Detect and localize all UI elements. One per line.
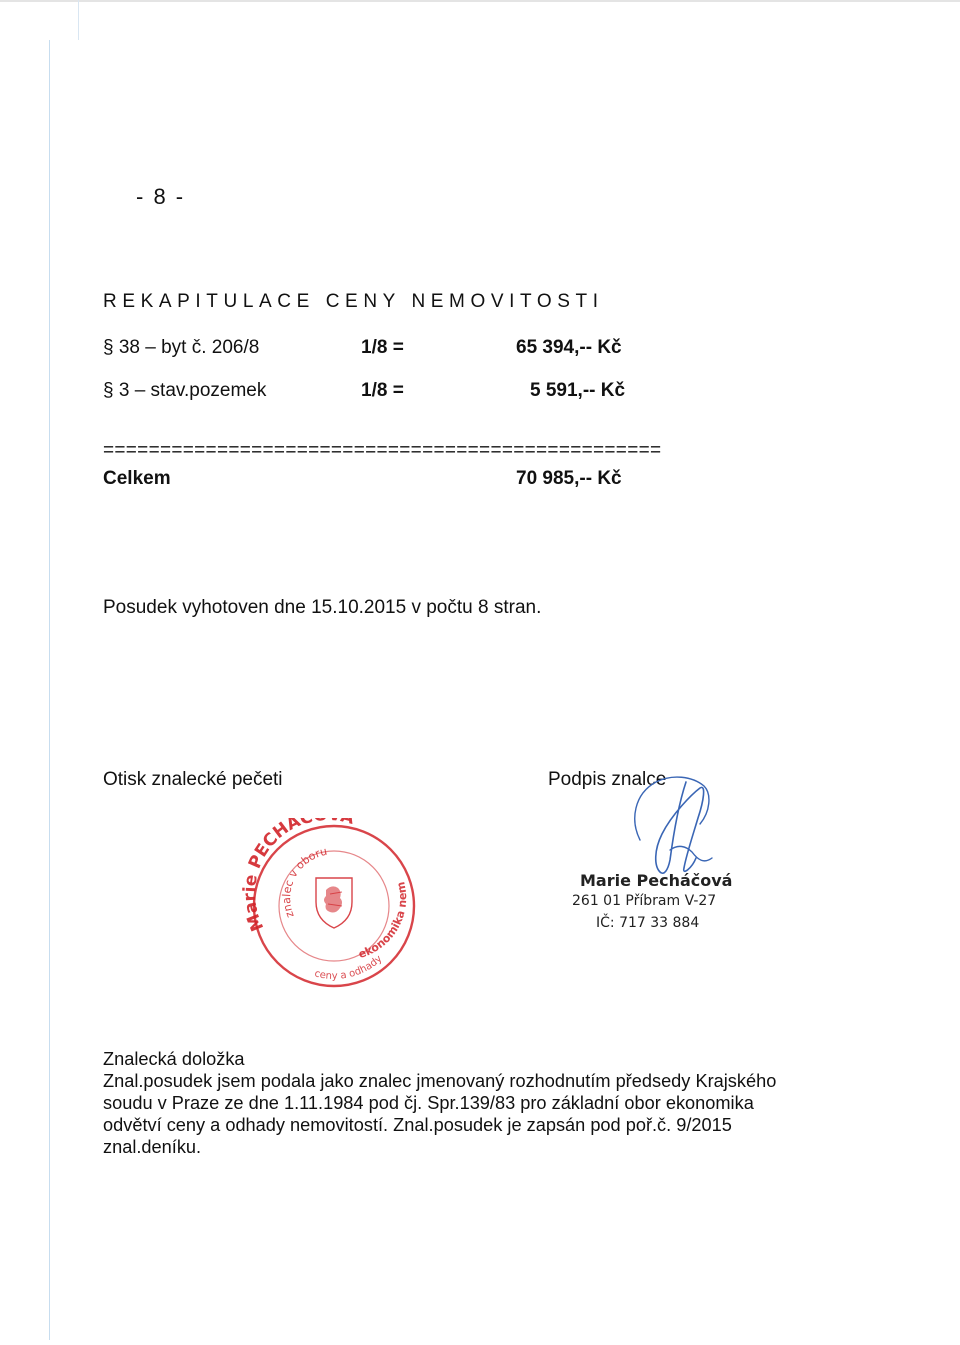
svg-text:ekonomika nemovitostí: ekonomika nem xyxy=(356,880,410,961)
clause-title: Znalecká doložka xyxy=(103,1049,245,1069)
total-amount: 70 985,-- Kč xyxy=(516,468,622,489)
expert-clause xyxy=(103,1048,823,1158)
prepared-statement: Posudek vyhotoven dne 15.10.2015 v počtu 8 stran. xyxy=(103,597,542,618)
clause-line: znal.deníku. xyxy=(103,1137,202,1157)
item-amount: 65 394,-- Kč xyxy=(516,337,622,358)
item-share: 1/8 = xyxy=(361,337,404,358)
clause-line: soudu v Praze ze dne 1.11.1984 pod čj. Spr.139/83 pro základní obor ekonomika xyxy=(103,1093,754,1113)
signature-label: Podpis znalce xyxy=(548,769,667,790)
svg-text:znalec v oboru: znalec v oboru xyxy=(280,844,329,920)
stamp-name: Marie Pecháčová xyxy=(580,871,733,890)
clause-line: Znal.posudek jsem podala jako znalec jmenovaný rozhodnutím předsedy Krajského xyxy=(103,1071,777,1091)
item-label: § 3 – stav.pozemek xyxy=(103,380,267,401)
stamp-id: IČ: 717 33 884 xyxy=(596,915,700,931)
margin-line xyxy=(49,40,50,1340)
expert-seal xyxy=(242,818,424,988)
total-label: Celkem xyxy=(103,468,171,489)
coat-of-arms-icon xyxy=(316,878,352,928)
margin-line-top xyxy=(78,0,79,40)
svg-text:Marie PECHÁČOVÁ: Ma ie PECHÁČ xyxy=(242,818,316,934)
page-number: - 8 - xyxy=(136,184,186,209)
item-label: § 38 – byt č. 206/8 xyxy=(103,337,260,358)
item-amount: 5 591,-- Kč xyxy=(530,380,626,401)
seal-graphic xyxy=(242,818,424,988)
page-top-edge xyxy=(0,0,960,2)
separator-line: ================================================= xyxy=(103,440,662,461)
handwritten-signature xyxy=(600,760,740,900)
section-heading: REKAPITULACE CENY NEMOVITOSTI xyxy=(103,291,604,312)
seal-label: Otisk znalecké pečeti xyxy=(103,769,283,790)
clause-line: odvětví ceny a odhady nemovitostí. Znal.posudek je zapsán pod poř.č. 9/2015 xyxy=(103,1115,732,1135)
svg-text:ceny a odhady: ceny a odhady xyxy=(313,953,385,982)
item-share: 1/8 = xyxy=(361,380,404,401)
stamp-address: 261 01 Příbram V-27 xyxy=(572,893,717,909)
